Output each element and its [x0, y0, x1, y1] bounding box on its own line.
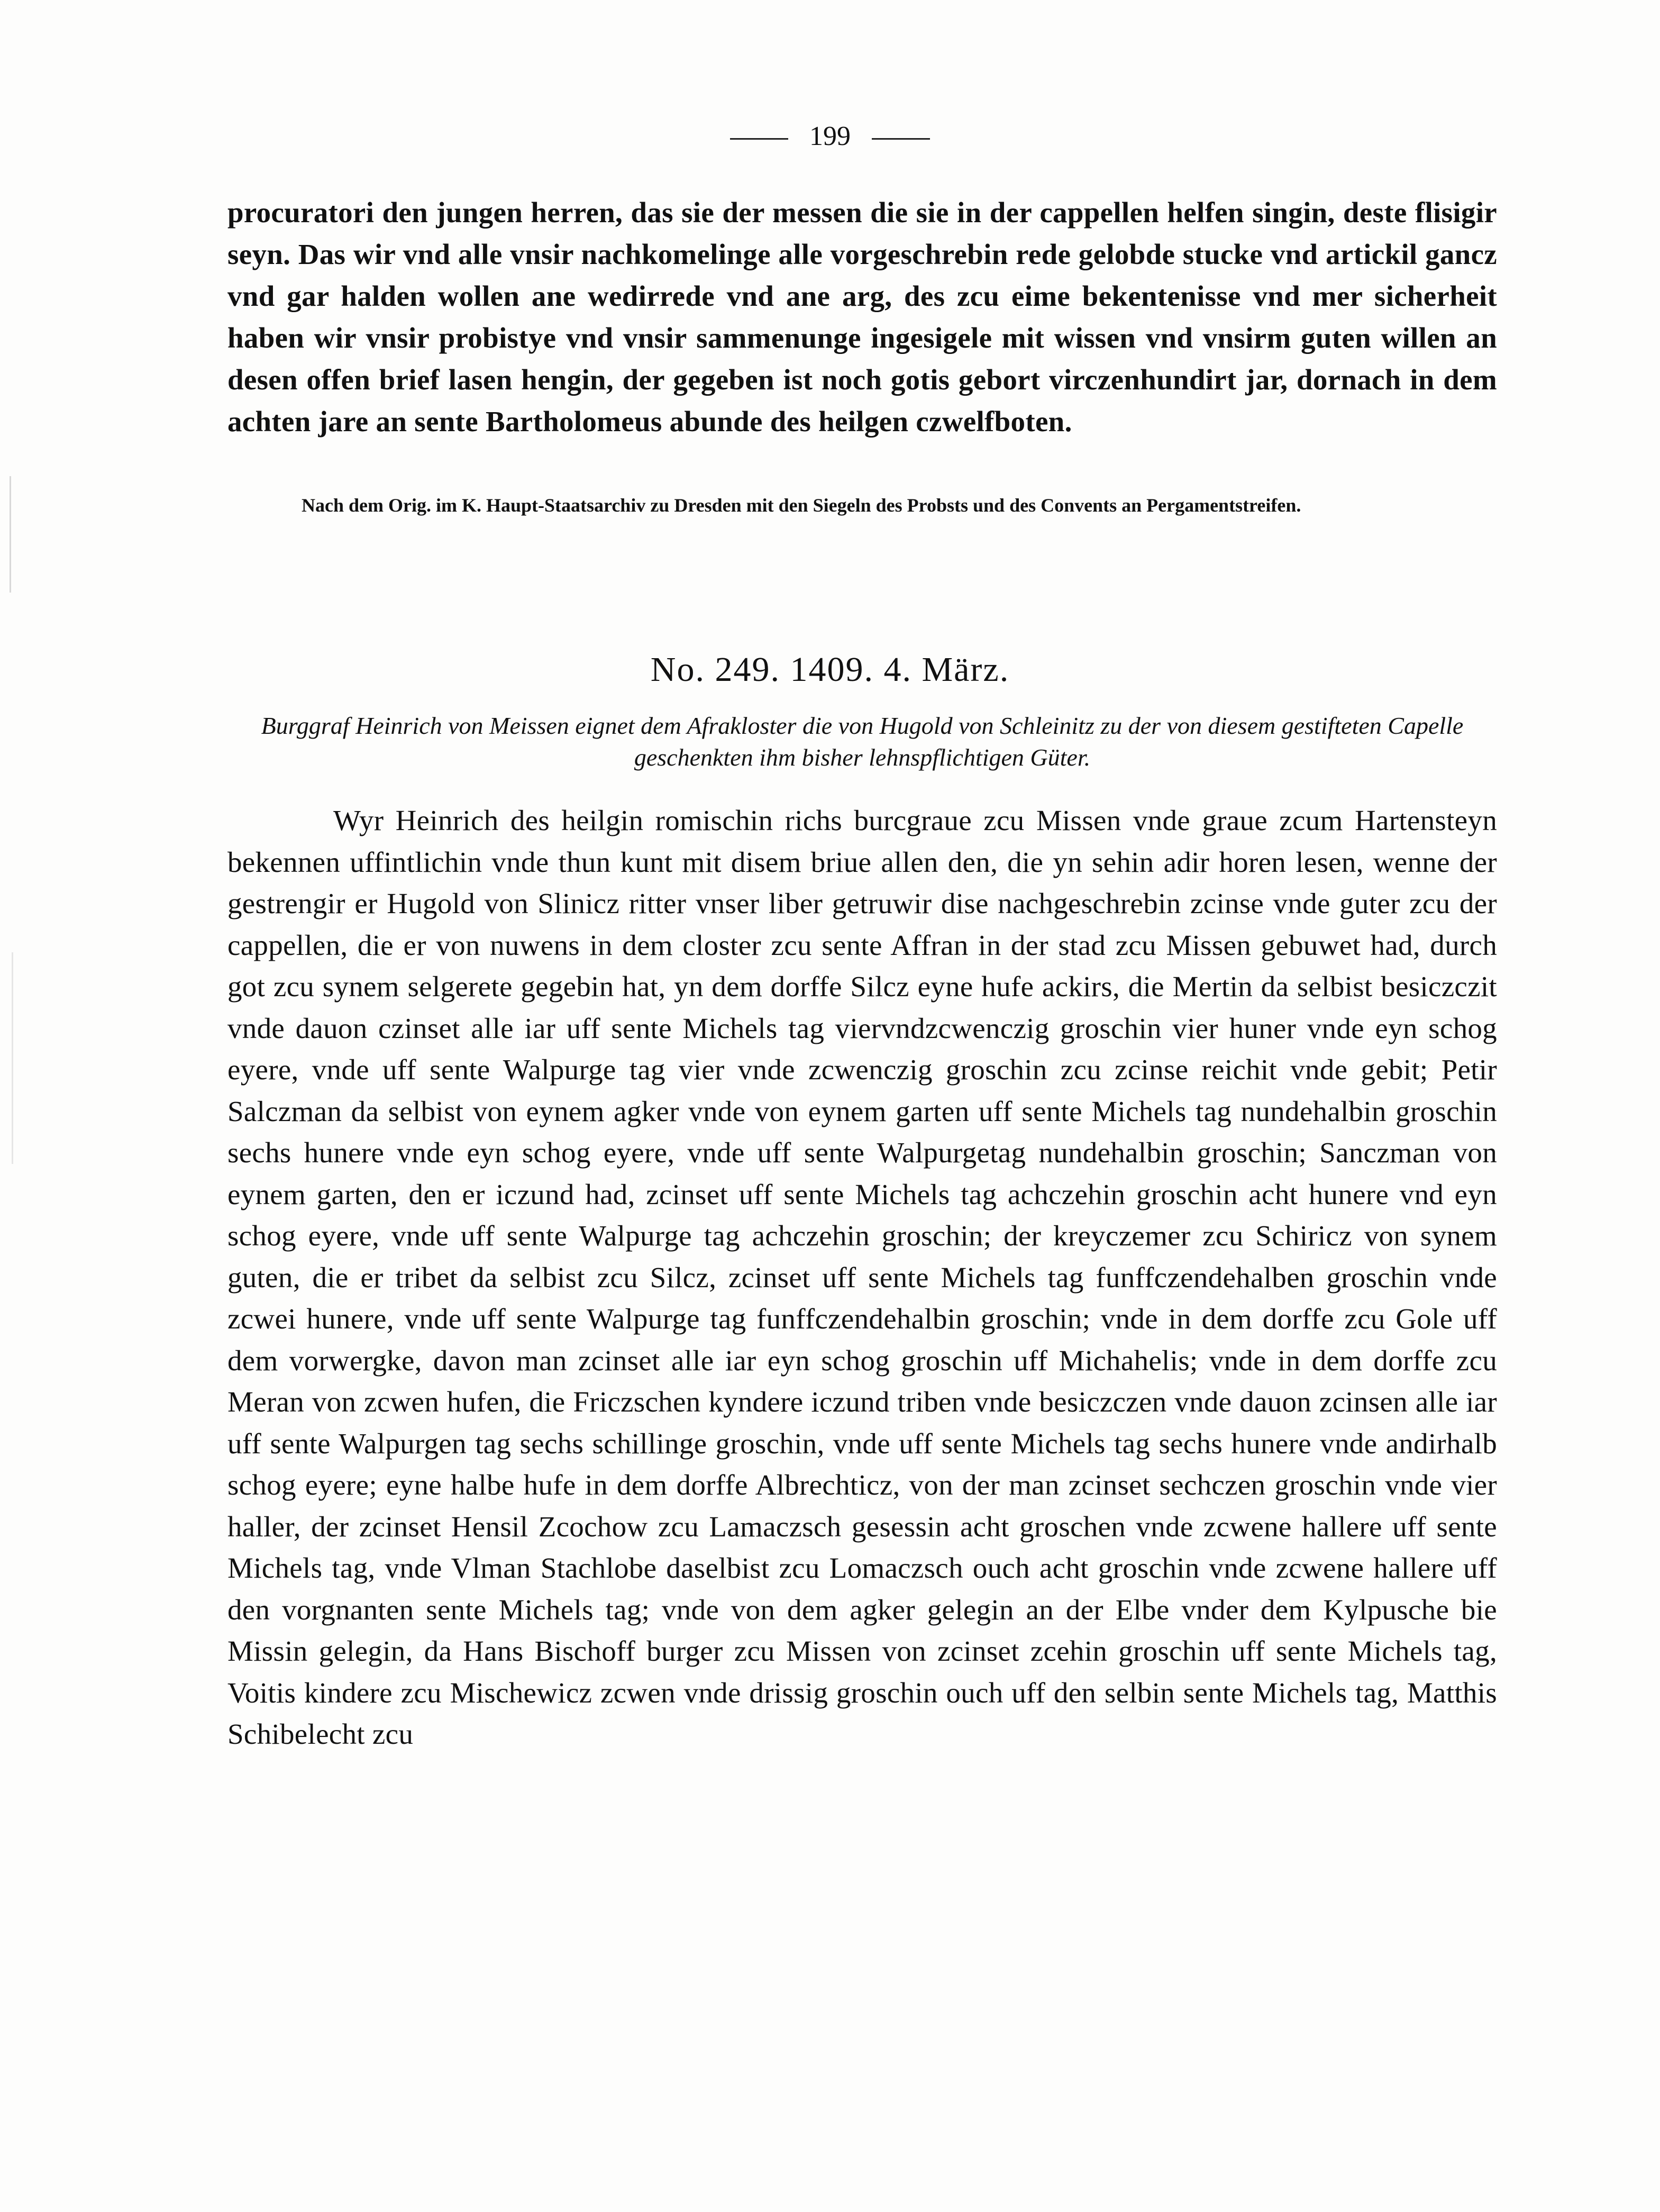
document-title: No. 249. 1409. 4. März. [650, 650, 1010, 689]
document-body [227, 800, 1497, 1755]
page-number: 199 [809, 121, 851, 151]
document-summary: Burggraf Heinrich von Meissen eignet dem Afrakloster die von Hugold von Schleinitz zu der von diesem gestifteten Capelle geschenkten ihm bisher lehnspflichtigen Güter. [261, 712, 1464, 771]
header-rule-left [730, 138, 788, 140]
source-note-section [227, 492, 1497, 518]
page-header [0, 121, 1660, 152]
header-rule-right [872, 138, 930, 140]
margin-scan-mark [12, 952, 13, 1164]
source-note: Nach dem Orig. im K. Haupt-Staatsarchiv zu Dresden mit den Siegeln des Probsts und des Convents an Pergamentstreifen. [302, 495, 1301, 516]
margin-scan-mark [10, 476, 11, 593]
continuation-paragraph: procuratori den jungen herren, das sie der messen die sie in der cappellen helfen singin, deste flisigir seyn. Das wir vnd alle vnsir nachkomelinge alle vorgeschrebin rede gelobde stucke vnd artickil gancz vnd gar halden wollen ane wedirrede vnd ane arg, des zcu eime bekentenisse vnd mer sicherheit haben wir vnsir probistye vnd vnsir sammenunge ingesigele mit wissen vnd vnsirm guten willen an desen offen brief lasen hengin, der gegeben ist noch gotis gebort virczenhundirt jar, dornach in dem achten jare an sente Bartholomeus abunde des heilgen czwelfboten. [227, 196, 1497, 438]
document-body-paragraph: Wyr Heinrich des heilgin romischin richs burcgraue zcu Missen vnde graue zcum Hartensteyn bekennen uffintlichin vnde thun kunt mit disem briue allen den, die yn sehin adir horen lesen, wenne der gestrengir er Hugold von Slinicz ritter vnser liber getruwir dise nachgeschrebin zcinse vnde guter zcu der cappellen, die er von nuwens in dem closter zcu sente Affran in der stad zcu Missen gebuwet had, durch got zcu synem selgerete gegebin hat, yn dem dorffe Silcz eyne hufe ackirs, die Mertin da selbist besiczczit vnde dauon czinset alle iar uff sente Michels tag viervndzcwenczig groschin vier huner vnde eyn schog eyere, vnde uff sente Walpurge tag vier vnde zcwenczig groschin zcu zcinse reichit vnde gebit; Petir Salczman da selbist von eynem agker vnde von eynem garten uff sente Michels tag nundehalbin groschin sechs hunere vnde eyn schog eyere, vnde uff sente Walpurgetag nundehalbin groschin; Sanczman von eynem garten, den er iczund had, zcinset uff sente Michels tag achczehin groschin acht hunere vnd eyn schog eyere, vnde uff sente Walpurge tag achczehin groschin; der kreyczemer zcu Schiricz von synem guten, die er tribet da selbist zcu Silcz, zcinset uff sente Michels tag funffczendehalben groschin vnde zcwei hunere, vnde uff sente Walpurge tag funffczendehalbin groschin; vnde in dem dorffe zcu Gole uff dem vorwergke, davon man zcinset alle iar eyn schog groschin uff Michahelis; vnde in dem dorffe zcu Meran von zcwen hufen, die Friczschen kyndere iczund triben vnde besiczczen vnde dauon zcinsen alle iar uff sente Walpurgen tag sechs schillinge groschin, vnde uff sente Michels tag sechs hunere vnde andirhalb schog eyere; eyne halbe hufe in dem dorffe Albrechticz, von der man zcinset sechczen groschin vnde vier haller, der zcinset Hensil Zcochow zcu Lamaczsch gesessin acht groschen vnde zcwene hallere uff sente Michels tag, vnde Vlman Stachlobe daselbist zcu Lomaczsch ouch acht groschin vnde zcwene hallere uff den vorgnanten sente Michels tag; vnde von dem agker gelegin an der Elbe vnder dem Kylpusche bie Missin gelegin, da Hans Bischoff burger zcu Missen von zcinset zcehin groschin uff sente Michels tag, Voitis kindere zcu Mischewicz zcwen vnde drissig groschin ouch uff den selbin sente Michels tag, Matthis Schibelecht zcu [227, 804, 1497, 1750]
continuation-section [227, 192, 1497, 442]
